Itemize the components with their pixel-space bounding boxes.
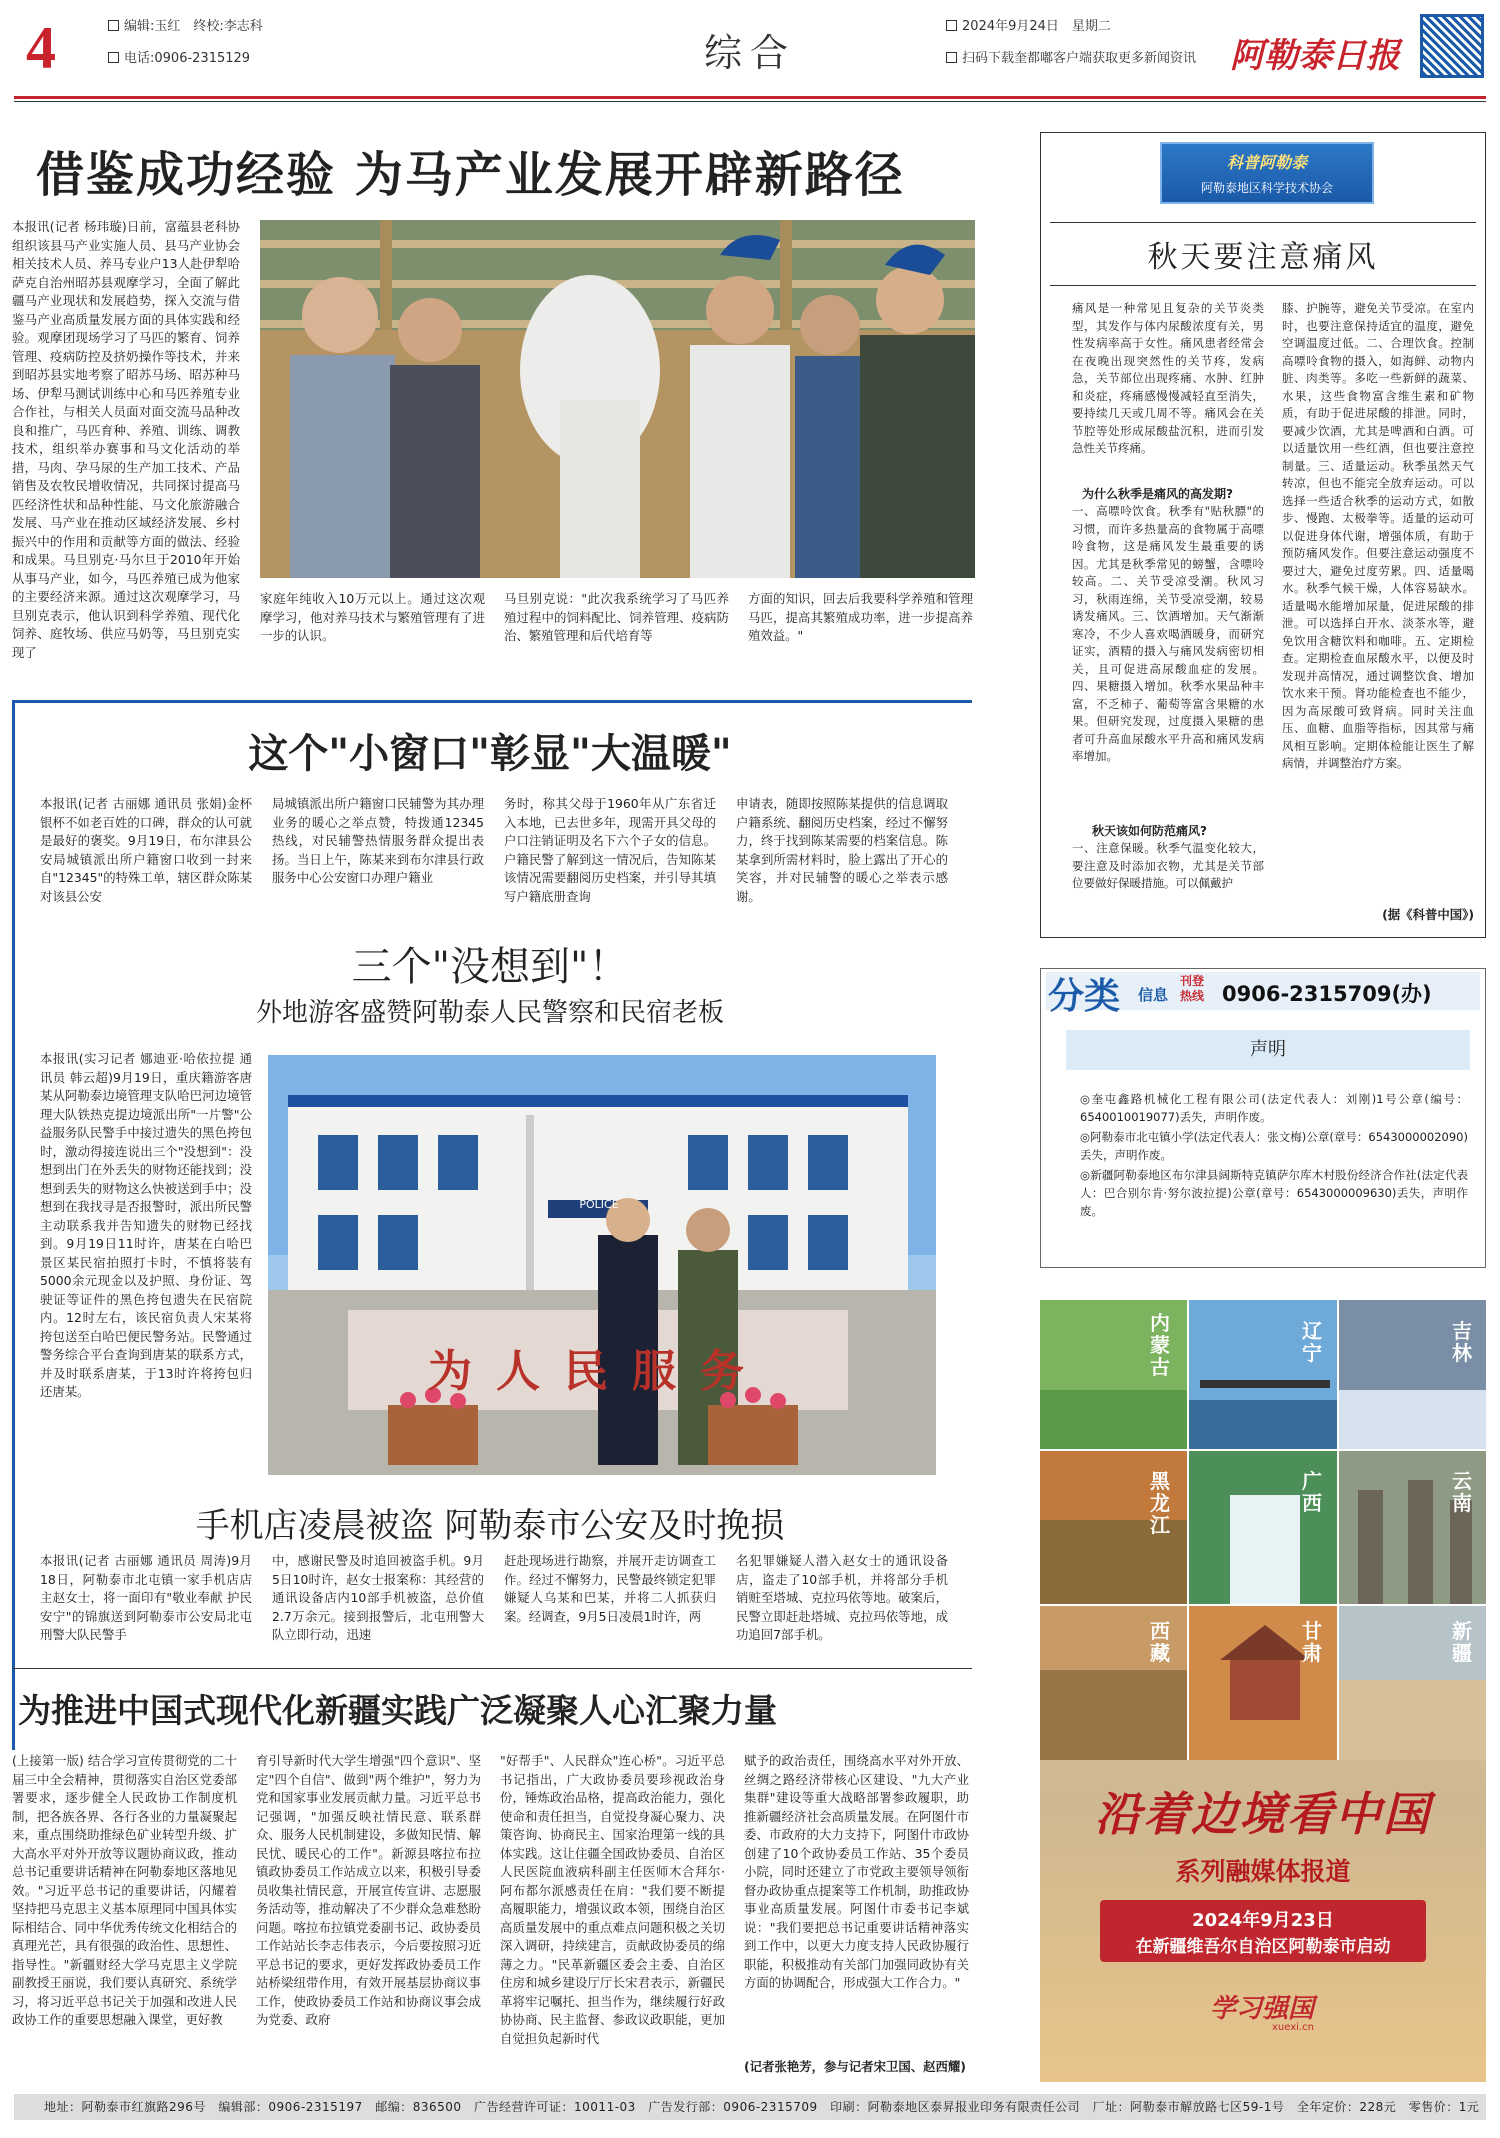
science-col1b: 一、高嘌呤饮食。秋季有"贴秋膘"的习惯，而许多热量高的食物属于高嘌呤食物，这是痛风发生最重要的诱因。尤其是秋季常见的螃蟹，含嘌呤较高。二、关节受凉受潮。秋风习习，秋雨连绵，关节受凉受潮，较易诱发痛风。三、饮酒增加。天气渐渐寒冷，不少人喜欢喝酒暖身，而研究证实，酒精的摄入与痛风发病密切相关，且可促进高尿酸血症的发展。四、果糖摄入增加。秋季水果品种丰富，不乏柿子、葡萄等富含果糖的水果。但研究发现，过度摄入果糖的患者可升高血尿酸水平升高和痛风发病率增加。 <box>1072 504 1264 763</box>
banner-text: 为人民服务 <box>428 1346 768 1397</box>
ad-launch: 在新疆维吾尔自治区阿勒泰市启动 <box>1135 1937 1391 1957</box>
section-title: 综合 <box>703 31 796 75</box>
horse-photo-illustration <box>260 220 975 578</box>
police-sign: POLICE <box>579 1198 619 1211</box>
ad-region-7: 西藏 <box>1150 1619 1170 1665</box>
article1-below3: 方面的知识，回去后我要科学养殖和管理马匹，提高其繁殖成功率，进一步提高养殖效益。" <box>748 591 973 643</box>
science-col2: 膝、护腕等，避免关节受凉。在室内时，也要注意保持适宜的温度，避免空调温度过低。二、合理饮食。控制高嘌呤食物的摄入，如海鲜、动物内脏、肉类等。多吃一些新鲜的蔬菜、水果，这些食物富含维生素和矿物质，有助于促进尿酸的排泄。同时，要减少饮酒，尤其是啤酒和白酒。可以适量饮用一些红酒，但也要注意控制量。三、适量运动。秋季虽然天气转凉，但也不能完全放弃运动。可以选择一些适合秋季的运动方式，如散步、慢跑、太极拳等。适量的运动可以促进身体代谢，增强体质，有助于预防痛风发作。但要注意运动强度不要过大，避免过度劳累。四、适量喝水。秋季气候干燥，人体容易缺水。适量喝水能增加尿量，促进尿酸的排泄。可以选择白开水、淡茶水等，避免饮用含糖饮料和咖啡。五、定期检查。定期检查血尿酸水平，以便及时发现并高情况，通过调整饮食、增加饮水来干预。肾功能检查也不能少，因为高尿酸可致肾病。同时关注血压、血糖、血脂等指标，因其常与痛风相互影响。定期体检能让医生了解病情，并调整治疗方案。 <box>1282 301 1474 770</box>
newspaper-logo: 阿勒泰日报 <box>1230 36 1400 76</box>
editor-info: 编辑:玉红 终校:李志科 <box>108 12 263 42</box>
police-photo-illustration <box>268 1055 936 1475</box>
science-banner-bottom: 阿勒泰地区科学技术协会 <box>1200 181 1333 195</box>
science-banner <box>1160 142 1374 204</box>
article5-col2: 育引导新时代大学生增强"四个意识"、坚定"四个自信"、做到"两个维护"，努力为党和国家事业发展贡献力量。习近平总书记强调，"加强反映社情民意、联系群众、服务人民机制建设，多做知民情、解民忧、暖民心的工作"。新源县喀拉布拉镇政协委员工作站成立以来，积极引导委员收集社情民意，开展宣传宣讲、志愿服务活动等，推动解决了不少群众急难愁盼问题。喀拉布拉镇党委副书记、政协委员工作站站长李志伟表示，今后要按照习近平总书记的要求，更好发挥政协委员工作站桥梁纽带作用，有效开展基层协商议事工作，使政协委员工作站和协商议事会成为党委、政府 <box>256 1753 481 2027</box>
classified-item-3: ◎新疆阿勒泰地区布尔津县阔斯特克镇萨尔库木村股份经济合作社(法定代表人：巴合别尔肯·努尔波拉提)公章(章号：6543000009630)丢失，声明作废。 <box>1080 1168 1468 1218</box>
article2-frame-bar <box>12 700 16 1750</box>
article2-title: 这个"小窗口"彰显"大温暖" <box>248 730 732 777</box>
article4-col2: 中，感谢民警及时追回被盗手机。9月5日10时许，赵女士报案称：其经营的通讯设备店内10部手机被盗，总价值2.7万余元。接到报警后，北屯刑警大队立即行动，迅速 <box>272 1553 484 1642</box>
date: 2024年9月24日 星期二 <box>946 12 1111 42</box>
article4-col4: 名犯罪嫌疑人潜入赵女士的通讯设备店，盗走了10部手机，并将部分手机销赃至塔城、克拉玛依等地。破案后，民警立即赶赴塔城、克拉玛依等地，成功追回7部手机。 <box>736 1553 948 1642</box>
download-hint: 扫码下载奎都嘟客户端获取更多新闻资讯 <box>946 44 1196 74</box>
article5-col4: 赋予的政治责任，围绕高水平对外开放、丝绸之路经济带核心区建设、"九大产业集群"建设等重大战略部署参政履职，助推新疆经济社会高质量发展。在阿图什市委、市政府的大力支持下，阿图什市政协创建了10个政协委员工作站、35个委员小院，同时还建立了市党政主要领导领衔督办政协重点提案等工作机制，助推政协事业高质量发展。阿图什市委书记李斌说："我们要把总书记重要讲话精神落实到工作中，以更大力度支持人民政协履行职能，积极推动有关部门加强同政协有关方面的协调配合，形成强大工作合力。" <box>744 1753 969 1990</box>
ad-series: 系列融媒体报道 <box>1175 1857 1351 1886</box>
region-collage <box>1040 1300 1486 1760</box>
article1-below1: 家庭年纯收入10万元以上。通过这次观摩学习，他对养马技术与繁殖管理有了进一步的认识。 <box>260 591 485 643</box>
ad-region-2: 辽宁 <box>1302 1319 1322 1365</box>
ad-region-3: 吉林 <box>1452 1319 1472 1365</box>
science-banner-top: 科普阿勒泰 <box>1226 153 1307 172</box>
header-divider-thin <box>14 101 1486 102</box>
classified-info: 信息 <box>1138 986 1169 1004</box>
qr-code-icon[interactable] <box>1420 14 1484 78</box>
science-title-line-top <box>1050 222 1476 223</box>
ad-brand-url: xuexi.cn <box>1272 2022 1314 2033</box>
horse-photo <box>260 220 975 578</box>
classified-notice-title: 声明 <box>1066 1030 1470 1070</box>
article2-col3: 务时，称其父母于1960年从广东省迁入本地，已去世多年，现需开具父母的户口注销证明及名下六个子女的信息。户籍民警了解到这一情况后，告知陈某该情况需要翻阅历史档案，并引导其填写户籍底册查询 <box>504 796 716 904</box>
article2-col4: 申请表，随即按照陈某提供的信息调取户籍系统、翻阅历史档案，经过不懈努力，终于找到陈某需要的档案信息。陈某拿到所需材料时，脸上露出了开心的笑容，并对民辅警的暖心之举表示感谢。 <box>736 796 948 904</box>
classified-item-1: ◎奎屯鑫路机械化工程有限公司(法定代表人：刘刚)1号公章(编号：6540010019077)丢失，声明作废。 <box>1080 1092 1468 1124</box>
ad-region-1: 内蒙古 <box>1150 1311 1170 1379</box>
article2-col1: 本报讯(记者 古丽娜 通讯员 张娟)金杯银杯不如老百姓的口碑，群众的认可就是最好的褒奖。9月19日，布尔津县公安局城镇派出所户籍窗口收到一封来自"12345"的特殊工单，辖区群众陈某对该县公安 <box>40 796 252 904</box>
science-title: 秋天要注意痛风 <box>1147 240 1379 275</box>
article2-col2: 局城镇派出所户籍窗口民辅警为其办理业务的暖心之举点赞，特拨通12345热线，对民辅警热情服务群众提出表扬。当日上午，陈某来到布尔津县行政服务中心公安窗口办理户籍业 <box>272 796 484 885</box>
ad-region-5: 广西 <box>1302 1469 1322 1515</box>
ad-slogan: 沿着边境看中国 <box>1095 1787 1431 1841</box>
article3-title: 三个"没想到"！ <box>351 944 629 990</box>
classified-big: 分类 <box>1048 976 1121 1017</box>
border-travel-ad[interactable] <box>1040 1300 1486 2082</box>
classified-item-2: ◎阿勒泰市北屯镇小学(法定代表人：张文梅)公章(章号：6543000002090)丢失，声明作废。 <box>1080 1130 1468 1162</box>
article5-col3: "好帮手"、人民群众"连心桥"。习近平总书记指出，广大政协委员要珍视政治身份，锤炼政治品格，提高政治能力，强化使命和责任担当，自觉投身凝心聚力、决策咨询、协商民主、国家治理第一线的具体实践。这让住疆全国政协委员、自治区人民医院血液病科副主任医师木合拜尔·阿布都尔派感责任在肩："我们要不断提高履职能力，增强议政本领，围绕自治区高质量发展中的重点难点问题积极之关切深入调研，持续建言，贡献政协委员的绵薄之力。"民革新疆区委会主委、自治区住房和城乡建设厅厅长宋君表示，新疆民革将牢记嘱托、担当作为，继续履行好政协协商、民主监督、参政议政职能，更加自觉担负起新时代 <box>500 1753 725 2046</box>
phone-info: 电话:0906-2315129 <box>108 44 250 74</box>
article4-title: 手机店凌晨被盗 阿勒泰市公安及时挽损 <box>195 1506 785 1546</box>
article4-col3: 赶赴现场进行勘察，并展开走访调查工作。经过不懈努力，民警最终锁定犯罪嫌疑人乌某和巴某，并将二人抓获归案。经调查，9月5日凌晨1时许，两 <box>504 1553 716 1624</box>
ad-region-6: 云南 <box>1452 1469 1472 1515</box>
science-sub1: 为什么秋季是痛风的高发期? <box>1082 487 1233 501</box>
science-title-line-bottom <box>1050 285 1476 286</box>
classified-hotline-label: 刊登热线 <box>1180 974 1205 1003</box>
ad-region-9: 新疆 <box>1452 1619 1472 1665</box>
article5-col1: (上接第一版) 结合学习宣传贯彻党的二十届三中全会精神，贯彻落实自治区党委部署要求，逐步健全人民政协工作制度机制，把各族各界、各行各业的力量凝聚起来，重点围绕助推绿色矿业转型升级、扩大高水平对外开放等议题协商议政，推动总书记重要讲话精神在阿勒泰地区落地见效。"习近平总书记的重要讲话，闪耀着坚持把马克思主义基本原理同中国具体实际相结合、同中华优秀传统文化相结合的真理光芒，具有很强的政治性、思想性、指导性。"新疆财经大学马克思主义学院副教授王丽说，我们要认真研究、系统学习，将习近平总书记关于加强和改进人民政协工作的重要思想融入课堂，更好教 <box>12 1753 237 2027</box>
science-sub2: 秋天该如何防范痛风? <box>1092 824 1207 838</box>
article1-col1: 本报讯(记者 杨玮璇)日前，富蕴县老科协组织该县马产业实施人员、县马产业协会相关技术人员、养马专业户13人赴伊犁哈萨克自治州昭苏县观摩学习，全面了解此疆马产业现状和发展趋势，探入交流与借鉴马产业高质量发展方面的具体实践和经验。观摩团现场学习了马匹的繁育、饲养管理、疫病防控及挤奶操作等技术，并来到昭苏县实地考察了昭苏马场、昭苏种马场、伊犁马测试训练中心和马匹养殖专业合作社，与相关人员面对面交流马品种改良和推广，马匹育种、养殖、训练、调教技术，组织举办赛事和马文化活动的举措，马肉、孕马尿的生产加工技术、产品销售及农牧民增收情况，共同探讨提高马匹经济性状和品种性能、马文化旅游融合发展、马产业在推动区域经济发展、乡村振兴中的作用和贡献等方面的做法、经验和成果。马旦别克·马尔旦于2010年开始从事马产业，如今，马匹养殖已成为他家的主要经济来源。通过这次观摩学习，马旦别克表示，他认识到科学养殖、现代化饲养、庭牧场、供应马奶等，马旦别克实现了 <box>12 219 240 660</box>
article4-col1: 本报讯(记者 古丽娜 通讯员 周涛)9月18日，阿勒泰市北屯镇一家手机店店主赵女士，将一面印有"敬业奉献 护民安宁"的锦旗送到阿勒泰市公安局北屯刑警大队民警手 <box>40 1553 252 1642</box>
ad-region-8: 甘肃 <box>1302 1619 1322 1665</box>
article5-divider <box>12 1668 972 1669</box>
police-photo <box>268 1055 936 1475</box>
ad-region-4: 黑龙江 <box>1150 1469 1170 1537</box>
article2-frame-top <box>12 700 972 703</box>
classified-phone[interactable]: 0906-2315709(办) <box>1222 982 1432 1006</box>
article5-byline: (记者张艳芳，参与记者宋卫国、赵西耀) <box>744 2059 966 2074</box>
page-number: 4 <box>26 15 56 81</box>
article3-subtitle: 外地游客盛赞阿勒泰人民警察和民宿老板 <box>255 998 724 1028</box>
science-source: (据《科普中国》) <box>1382 907 1474 922</box>
article5-title: 为推进中国式现代化新疆实践广泛凝聚人心汇聚力量 <box>18 1691 777 1730</box>
article1-title: 借鉴成功经验 为马产业发展开辟新路径 <box>36 147 905 203</box>
ad-date: 2024年9月23日 <box>1192 1910 1334 1931</box>
science-col1: 痛风是一种常见且复杂的关节炎类型，其发作与体内尿酸浓度有关，男性发病率高于女性。痛风患者经常会在夜晚出现突然性的关节疼，发病急，关节部位出现疼痛、水肿、红肿和炎症，疼痛感慢慢减轻直至消失，要持续几天或几周不等。痛风会在关节腔等处形成尿酸盐沉积，进而引发急性关节疼痛。 <box>1072 301 1264 455</box>
header-divider <box>14 96 1486 99</box>
ad-brand: 学习强国 <box>1210 1994 1315 2024</box>
article3-col1: 本报讯(实习记者 娜迪亚·哈依拉提 通讯员 韩云超)9月19日，重庆籍游客唐某从阿勒泰边境管理支队哈巴河边境管理大队铁热克提边境派出所"一片警"公益服务队民警手中接过遗失的黑色挎包时，激动得接连说出三个"没想到"：没想到出门在外丢失的财物还能找到；没想到丢失的财物这么快被送到手中；没想到在我找寻是否报警时，派出所民警主动联系我并告知遗失的财物已经找到。9月19日11时许，唐某在白哈巴景区某民宿拍照打卡时，不慎将装有5000余元现金以及护照、身份证、驾驶证等证件的黑色挎包遗失在民宿院内。12时左右，该民宿负责人宋某将挎包送至白哈巴便民警务站。民警通过警务综合平台查询到唐某的联系方式，并及时联系唐某，于13时许将挎包归还唐某。 <box>40 1051 252 1399</box>
article1-below2: 马旦别克说："此次我系统学习了马匹养殖过程中的饲料配比、饲养管理、疫病防治、繁殖管理和后代培育等 <box>504 591 729 643</box>
footer: 地址：阿勒泰市红旗路296号 编辑部：0906-2315197 邮编：836500 广告经营许可证：10011-03 广告发行部：0906-2315709 印刷：阿勒泰地区泰昇报业印务有限责任公司 厂址：阿勒泰市解放路七区59-1号 全年定价：228元 零售价：1元 <box>14 2094 1486 2120</box>
science-col1c: 一、注意保暖。秋季气温变化较大，要注意及时添加衣物，尤其是关节部位要做好保暖措施。可以佩戴护 <box>1072 841 1264 890</box>
